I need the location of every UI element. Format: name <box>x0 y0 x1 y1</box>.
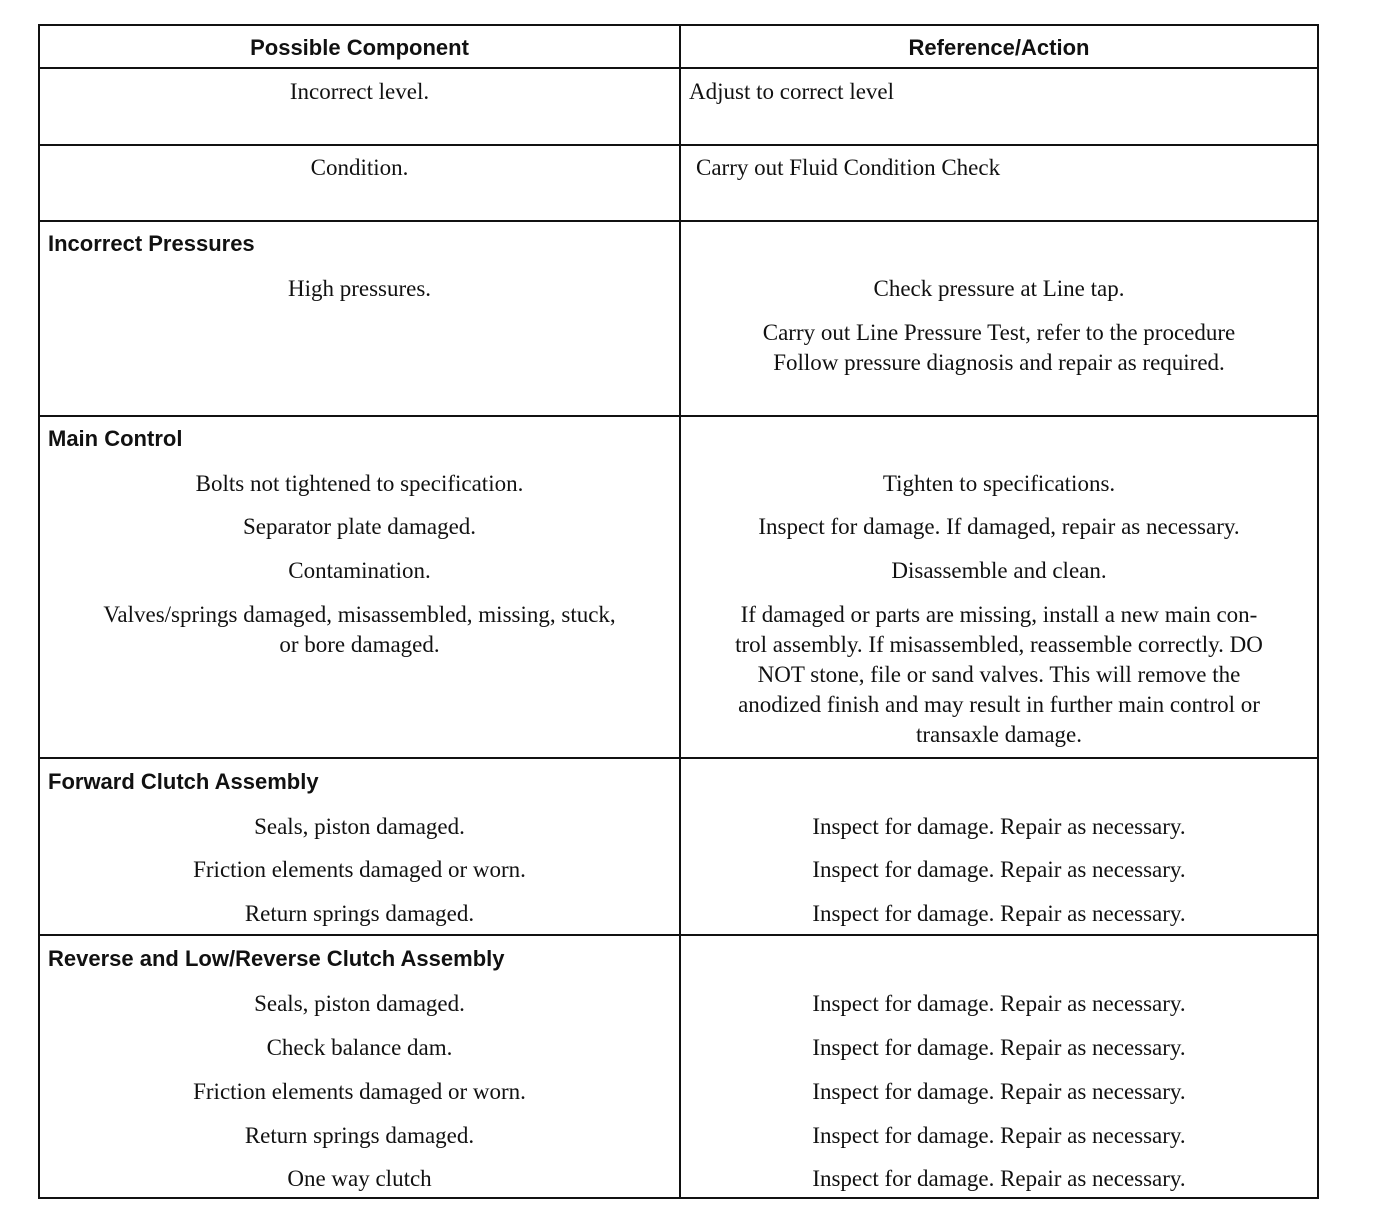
table-row <box>40 69 1317 146</box>
action-cell: Inspect for damage. Repair as necessary. <box>812 1123 1186 1148</box>
component-cell: Bolts not tightened to specification. <box>195 471 524 496</box>
section-main-control <box>40 417 1317 759</box>
action-cell: Inspect for damage. Repair as necessary. <box>812 901 1186 926</box>
component-cell-line: Valves/springs damaged, misassembled, missing, stuck, <box>103 602 616 627</box>
action-cell: Disassemble and clean. <box>891 558 1107 583</box>
section-incorrect-pressures <box>40 222 1317 417</box>
section-title: Main Control <box>48 426 183 451</box>
section-title: Reverse and Low/Reverse Clutch Assembly <box>48 946 505 971</box>
action-cell: Inspect for damage. Repair as necessary. <box>812 1079 1186 1104</box>
component-cell: High pressures. <box>287 276 432 301</box>
table-row <box>40 146 1317 222</box>
action-cell: Inspect for damage. Repair as necessary. <box>812 857 1186 882</box>
header-reference-action: Reference/Action <box>908 35 1090 60</box>
action-cell: Carry out Fluid Condition Check <box>696 155 1001 180</box>
action-cell-line: Carry out Line Pressure Test, refer to the procedure <box>762 320 1236 345</box>
action-cell: Inspect for damage. If damaged, repair as necessary. <box>758 514 1240 539</box>
action-cell: Tighten to specifications. <box>882 471 1116 496</box>
diagnosis-table <box>38 24 1319 1199</box>
component-cell: Return springs damaged. <box>244 901 475 926</box>
action-cell-line: NOT stone, file or sand valves. This will remove the <box>757 662 1241 687</box>
component-cell: Incorrect level. <box>289 79 430 104</box>
action-cell-line: transaxle damage. <box>915 722 1083 747</box>
component-cell: Friction elements damaged or worn. <box>193 1079 526 1104</box>
component-cell: Seals, piston damaged. <box>254 991 465 1016</box>
table-header-row <box>40 26 1317 69</box>
action-cell-line: trol assembly. If misassembled, reassemble correctly. DO <box>735 632 1263 657</box>
action-cell: Inspect for damage. Repair as necessary. <box>812 814 1186 839</box>
component-cell: Return springs damaged. <box>244 1123 475 1148</box>
component-cell: Condition. <box>310 155 409 180</box>
section-reverse-clutch <box>40 936 1317 1197</box>
header-possible-component: Possible Component <box>250 35 469 60</box>
action-cell-line: anodized finish and may result in further main control or <box>738 692 1260 717</box>
action-cell: Inspect for damage. Repair as necessary. <box>812 991 1186 1016</box>
component-cell: Check balance dam. <box>266 1035 453 1060</box>
component-cell: Seals, piston damaged. <box>254 814 465 839</box>
section-title: Forward Clutch Assembly <box>48 769 319 794</box>
component-cell-line: or bore damaged. <box>279 632 440 657</box>
action-cell: Inspect for damage. Repair as necessary. <box>812 1166 1186 1191</box>
action-cell: Inspect for damage. Repair as necessary. <box>812 1035 1186 1060</box>
section-forward-clutch <box>40 759 1317 936</box>
section-title: Incorrect Pressures <box>48 231 255 256</box>
component-cell: One way clutch <box>287 1166 432 1191</box>
action-cell: Check pressure at Line tap. <box>873 276 1125 301</box>
action-cell-line: If damaged or parts are missing, install a new main con- <box>740 602 1258 627</box>
column-divider <box>679 936 681 1197</box>
component-cell: Friction elements damaged or worn. <box>193 857 526 882</box>
component-cell: Separator plate damaged. <box>242 514 477 539</box>
action-cell: Adjust to correct level <box>689 79 895 104</box>
action-cell-line: Follow pressure diagnosis and repair as required. <box>773 350 1225 375</box>
component-cell: Contamination. <box>288 558 431 583</box>
